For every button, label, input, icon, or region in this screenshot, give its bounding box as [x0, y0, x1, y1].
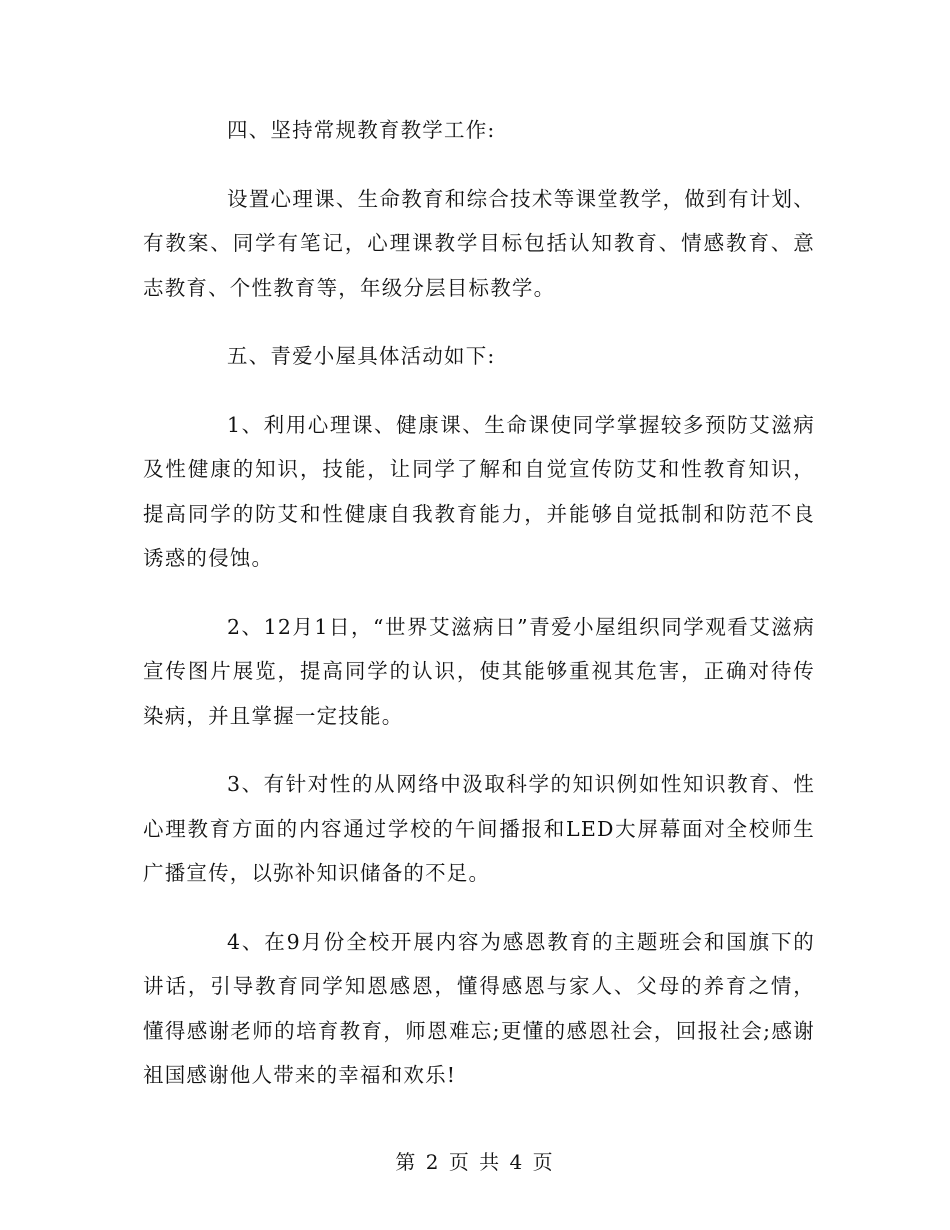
paragraph-activity-1: 1、利用心理课、健康课、生命课使同学掌握较多预防艾滋病及性健康的知识，技能，让同学了解和自觉宣传防艾和性教育知识，提高同学的防艾和性健康自我教育能力，并能够自觉抵制和防范不良诱惑的侵蚀。	[143, 412, 815, 570]
paragraph-activity-4: 4、在9月份全校开展内容为感恩教育的主题班会和国旗下的讲话，引导教育同学知恩感恩，懂得感恩与家人、父母的养育之情，懂得感谢老师的培育教育，师恩难忘;更懂的感恩社会，回报社会;感谢祖国感谢他人带来的幸福和欢乐!	[143, 929, 815, 1087]
section-heading-five: 五、青爱小屋具体活动如下:	[227, 344, 496, 368]
document-body	[143, 108, 815, 1122]
paragraph-course-setup: 设置心理课、生命教育和综合技术等课堂教学，做到有计划、有教案、同学有笔记，心理课教学目标包括认知教育、情感教育、意志教育、个性教育等，年级分层目标教学。	[143, 186, 815, 300]
page-footer: 第 2 页 共 4 页	[395, 1150, 555, 1174]
section-heading-four: 四、坚持常规教育教学工作:	[227, 118, 496, 142]
paragraph-activity-3: 3、有针对性的从网络中汲取科学的知识例如性知识教育、性心理教育方面的内容通过学校的午间播报和LED大屏幕面对全校师生广播宣传，以弥补知识储备的不足。	[143, 772, 815, 885]
paragraph-activity-2: 2、12月1日，“世界艾滋病日”青爱小屋组织同学观看艾滋病宣传图片展览，提高同学的认识，使其能够重视其危害，正确对待传染病，并且掌握一定技能。	[143, 614, 815, 728]
